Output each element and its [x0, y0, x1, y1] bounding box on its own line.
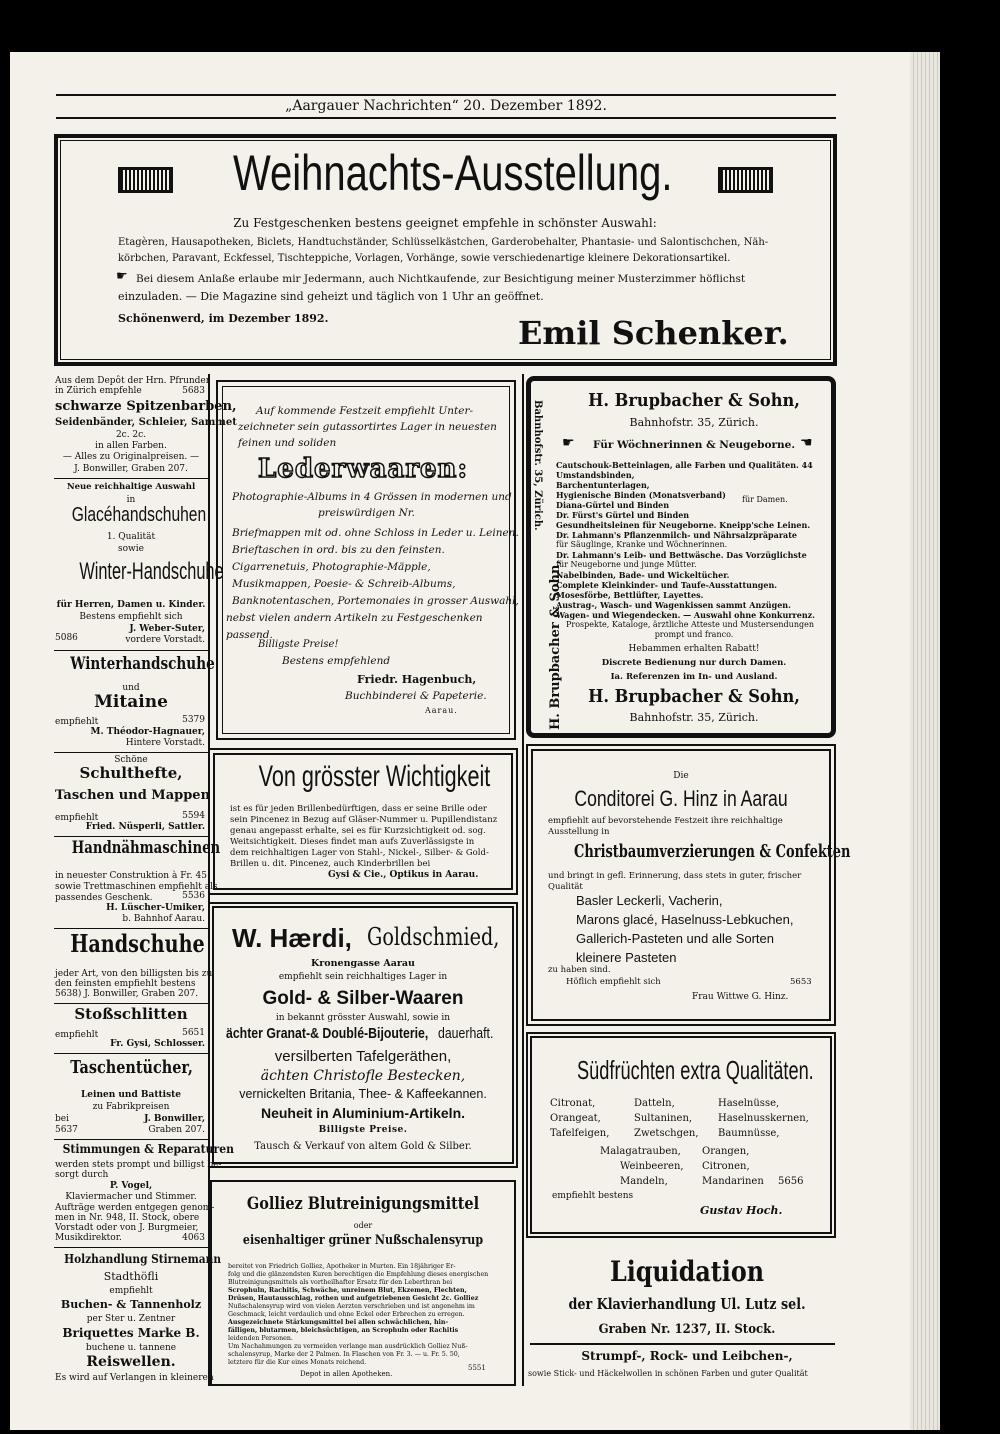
hinz-number: 5653 — [790, 977, 812, 987]
glace-title: Glacéhandschuhen — [71, 504, 207, 526]
holzhandlung-title2: Reiswellen. — [86, 1354, 176, 1370]
taschentuecher-number: 5637 — [55, 1125, 78, 1135]
mitaine-sig2: Hintere Vorstadt. — [125, 738, 205, 748]
hoch-cell: Mandeln, — [620, 1176, 668, 1187]
golliez-line: Nußschalensyrup wird von vielen Aerzten verschrieben und ist angenehm im — [228, 1303, 475, 1310]
glace-head: Neue reichhaltige Auswahl — [66, 482, 196, 492]
handschuhe-sig: 5638) J. Bonwiller, Graben 207. — [55, 989, 199, 999]
rule — [54, 1053, 208, 1054]
rule — [54, 478, 208, 479]
hagenbuch-price: Billigste Preise! — [258, 639, 339, 650]
page-edge — [910, 52, 940, 1430]
hoch-cell: Orangeat, — [550, 1113, 601, 1124]
hagenbuch-item: Briefmappen mit od. ohne Schloss in Leder u. Leinen. — [232, 527, 519, 539]
stimmungen-title: Stimmungen & Reparaturen — [62, 1142, 234, 1156]
winter-title: Winter-Handschuhe — [79, 558, 224, 585]
haerdi-title2: Goldschmied, — [367, 923, 500, 951]
golliez-line: Um Nachahmungen zu vermeiden verlange man ausdrücklich Golliez Nuß- — [228, 1343, 468, 1350]
pfrunder-line2: in Zürich empfehle — [55, 386, 142, 396]
haerdi-l7: Neuheit in Aluminium-Artikeln. — [260, 1105, 466, 1121]
schulhefte-number: 5594 — [182, 811, 205, 821]
stimmungen-l3: Aufträge werden entgegen genom- — [55, 1203, 215, 1213]
golliez-line: bereitet von Friedrich Golliez, Apotheker in Murten. Ein 18jähriger Er- — [228, 1263, 456, 1270]
hoch-cell: Datteln, — [634, 1098, 675, 1109]
pfrunder-line1: Aus dem Depôt der Hrn. Pfrunder — [55, 376, 211, 386]
golliez-title2: eisenhaltiger grüner Nußschalensyrup — [242, 1233, 484, 1248]
stimmungen-number: 4063 — [182, 1233, 205, 1243]
stimmungen-l6: Musikdirektor. — [55, 1233, 122, 1243]
hagenbuch-sig2: Buchbinderei & Papeterie. — [345, 690, 487, 702]
naehmaschinen-l2: sowie Trettmaschinen empfiehlt als — [55, 882, 218, 892]
stimmungen-l2: sorgt durch — [55, 1170, 109, 1180]
holzhandlung-l4: Briquettes Marke B. — [62, 1326, 200, 1340]
golliez-depot: Depot in allen Apotheken. — [300, 1370, 393, 1378]
holzhandlung-title: Holzhandlung Stirnemann — [64, 1252, 222, 1266]
taschentuecher-l1: Leinen und Battiste — [80, 1090, 182, 1100]
hinz-item: Basler Leckerli, Vacherin, — [576, 893, 723, 908]
naehmaschinen-l3: passendes Geschenk. — [55, 893, 153, 903]
golliez-line: leidenden Personen. — [228, 1335, 293, 1342]
haerdi-l8: Billigste Preise. — [318, 1125, 408, 1135]
brupbacher-title: H. Brupbacher & Sohn, — [588, 390, 800, 411]
brupbacher-side-addr: Bahnhofstr. 35, Zürich. — [532, 400, 543, 531]
pfrunder-title: schwarze Spitzenbarben, — [55, 399, 237, 414]
rule — [54, 752, 208, 753]
stimmungen-l5: Vorstadt oder von J. Burgmeier, — [55, 1223, 199, 1233]
haerdi-l3b: dauerhaft. — [438, 1025, 494, 1042]
mitaine-sig1: M. Théodor-Hagnauer, — [90, 727, 205, 737]
brupbacher-item: Diana-Gürtel und Binden — [556, 500, 670, 510]
brupbacher-addr: Bahnhofstr. 35, Zürich. — [629, 416, 759, 429]
golliez-line: letztere für die Kur eines Monats reichend. — [228, 1359, 367, 1366]
hagenbuch-item: Banknotentaschen, Portemonaies in grosser Auswahl, — [232, 595, 519, 607]
hinz-l2: Ausstellung in — [548, 827, 610, 837]
brupbacher-item: Nabelbinden, Bade- und Wickeltücher. — [556, 570, 730, 580]
gysi-l1: ist es für jeden Brillenbedürftigen, dass er seine Brille oder — [230, 804, 487, 814]
taschentuecher-l2: zu Fabrikpreisen — [92, 1102, 170, 1112]
weihnachts-signature: Emil Schenker. — [518, 314, 789, 352]
haerdi-l4: versilberten Tafelgeräthen, — [274, 1048, 452, 1065]
hoch-cell: Baumnüsse, — [718, 1128, 780, 1139]
gysi-l6: Brillen u. dit. Pincenez, auch Kinderbrillen bei — [230, 859, 431, 869]
liquidation-l1: der Klavierhandlung Ul. Lutz sel. — [568, 1295, 806, 1313]
rule — [54, 1247, 208, 1248]
haerdi-l6: vernickelten Britania, Thee- & Kaffeekannen. — [239, 1087, 487, 1101]
brupbacher-item: Dr. Lahmann's Leib- und Bettwäsche. Das Vorzüglichste — [556, 550, 807, 560]
naehmaschinen-l1: in neuester Construktion à Fr. 45 — [55, 871, 207, 881]
hagenbuch-item: Cigarrenetuis, Photographie-Mäpple, — [232, 561, 431, 573]
schulhefte-title: Schulthefte, — [79, 764, 183, 782]
brupbacher-item: Gesundheitsleinen für Neugeborne. Kneipp'sche Leinen. — [556, 520, 811, 530]
naehmaschinen-title: Handnähmaschinen — [71, 838, 221, 858]
liquidation-l2: Graben Nr. 1237, II. Stock. — [598, 1322, 776, 1337]
hagenbuch-item: nebst vielen andern Artikeln zu Festgeschenken — [226, 612, 483, 624]
naehmaschinen-sig1: H. Lüscher-Umiker, — [106, 903, 205, 913]
haerdi-l1: empfiehlt sein reichhaltiges Lager in — [278, 972, 448, 982]
gysi-l3: genau angepasst erhalte, sei es für Kurzsichtigkeit od. sog. — [230, 826, 486, 836]
schulhefte-head: Schöne — [114, 755, 148, 765]
weihnachts-place-date: Schönenwerd, im Dezember 1892. — [118, 312, 329, 325]
brupbacher-item: Hygienische Binden (Monatsverband) — [556, 490, 726, 500]
golliez-line: Blutreinigungsmittels als vortheilhafter Ersatz für den Leberthran bei — [228, 1279, 453, 1286]
brupbacher-fuer: Für Wöchnerinnen & Neugeborne. — [592, 439, 796, 451]
golliez-line: Ausgezeichnete Stärkungsmittel bei allen schwächlichen, hin- — [228, 1319, 449, 1326]
winter-sig1: J. Weber-Suter, — [129, 624, 205, 634]
golliez-line: schalensyrup, Marke der 2 Palmen. In Flaschen von Fr. 3. — u. Fr. 5. 50, — [228, 1351, 460, 1358]
rule — [54, 1139, 208, 1140]
brupbacher-item: Umstandsbinden, — [556, 470, 635, 480]
brupbacher-item: Mosesförbe, Bettlüfter, Layettes. — [556, 590, 704, 600]
golliez-oder: oder — [353, 1221, 373, 1230]
hinz-sig: Frau Wittwe G. Hinz. — [692, 992, 789, 1002]
hinz-die: Die — [673, 771, 689, 781]
pfrunder-sig: J. Bonwiller, Graben 207. — [74, 464, 188, 474]
weihnachts-line5: einzuladen. — Die Magazine sind geheizt und täglich von 1 Uhr an geöffnet. — [118, 290, 544, 303]
pfrunder-number: 5683 — [182, 386, 205, 396]
hinz-item: Marons glacé, Haselnuss-Lebkuchen, — [576, 912, 794, 927]
brupbacher-ref: Ia. Referenzen im In- und Ausland. — [610, 672, 778, 682]
pfrunder-sub: Seidenbänder, Schleier, Sammet — [55, 417, 237, 428]
handschuhe-l1: jeder Art, von den billigsten bis zu — [55, 969, 213, 979]
rule — [54, 836, 208, 837]
stossschlitten-emp: empfiehlt — [55, 1030, 99, 1040]
hinz-item: kleinere Pasteten — [576, 950, 677, 965]
stimmungen-l4: men in Nr. 948, II. Stock, obere — [55, 1213, 200, 1223]
stossschlitten-title: Stoßschlitten — [74, 1005, 188, 1023]
golliez-line: Drüsen, Hautausschlag, rothen und aufgetriebenen Gesicht 2c. Golliez — [228, 1295, 479, 1302]
glace-in: in — [126, 495, 136, 505]
hinz-l4: Qualität — [548, 882, 583, 892]
brupbacher-item: prompt und franco. — [654, 630, 734, 639]
hagenbuch-item: Photographie-Albums in 4 Grössen in modernen und — [232, 491, 512, 503]
hagenbuch-item: preiswürdigen Nr. — [318, 507, 415, 519]
brupbacher-item: für Neugeborne und junge Mütter. — [556, 560, 697, 569]
brupbacher-disc: Discrete Bedienung nur durch Damen. — [601, 658, 787, 668]
column-rule-middle — [522, 374, 524, 1386]
glace-b1: 1. Qualität — [106, 532, 156, 542]
hoch-cell: Citronat, — [550, 1098, 596, 1109]
weihnachts-line1: Zu Festgeschenken bestens geeignet empfehle in schönster Auswahl: — [233, 216, 657, 230]
taschentuecher-sig2: Graben 207. — [148, 1125, 205, 1135]
hagenbuch-close: Bestens empfehlend — [282, 655, 391, 667]
pfrunder-c2: in allen Farben. — [95, 441, 167, 451]
pfrunder-c1: 2c. 2c. — [115, 430, 147, 440]
hoch-sig: Gustav Hoch. — [700, 1204, 783, 1217]
pointing-hand-icon: ☛ — [116, 269, 128, 284]
haerdi-l9: Tausch & Verkauf von altem Gold & Silber. — [254, 1141, 472, 1152]
mitaine-title: Winterhandschuhe — [70, 654, 215, 674]
taschentuecher-bei: bei — [55, 1114, 69, 1124]
pointing-hand-icon: ☛ — [562, 435, 575, 451]
gysi-l2: sein Pincenez in Bezug auf Gläser-Nummer u. Pupillendistanz — [230, 815, 498, 825]
holzhandlung-l5: buchene u. tannene — [85, 1343, 177, 1353]
hoch-cell: Haselnüsse, — [718, 1098, 780, 1109]
golliez-line: folg und die glänzendsten Kuren berechtigen die Empfehlung dieses energischen — [228, 1271, 489, 1278]
gysi-title: Von grösster Wichtigkeit — [258, 760, 491, 793]
mitaine-und: und — [122, 683, 140, 693]
hinz-l1: empfiehlt auf bevorstehende Festzeit ihre reichhaltige — [548, 816, 783, 826]
golliez-number: 5551 — [468, 1364, 486, 1372]
brupbacher-item: Cautschouk-Betteinlagen, alle Farben und Qualitäten. 44 — [556, 460, 813, 470]
liquidation-l3: Strumpf-, Rock- und Leibchen-, — [581, 1349, 793, 1363]
haerdi-title: W. Hærdi, — [232, 923, 352, 953]
naehmaschinen-sig2: b. Bahnhof Aarau. — [122, 914, 205, 924]
ornament-right — [718, 167, 773, 193]
liquidation-title: Liquidation — [609, 1255, 765, 1288]
winter-c1: für Herren, Damen u. Kinder. — [56, 600, 206, 610]
hinz-l5: zu haben sind. — [548, 965, 611, 975]
weihnachts-line3: körbchen, Paravant, Eckfessel, Tischteppiche, Vorlagen, Vorhänge, sowie verschiedenartige kleinere Dekorationsartikel. — [118, 253, 731, 264]
haerdi-l5: ächten Christofle Bestecken, — [260, 1068, 466, 1084]
hagenbuch-l2: zeichneter sein gutassortirtes Lager in neuesten — [238, 421, 497, 433]
stossschlitten-sig: Fr. Gysi, Schlosser. — [110, 1039, 205, 1049]
haerdi-sub: Kronengasse Aarau — [311, 958, 415, 969]
stimmungen-sig2: Klaviermacher und Stimmer. — [65, 1192, 197, 1202]
hoch-cell: Sultaninen, — [634, 1113, 693, 1124]
glace-b2: sowie — [118, 544, 144, 554]
brupbacher-side-name2: H. Brupbacher & Sohn, — [548, 560, 563, 730]
pfrunder-c3: — Alles zu Originalpreisen. — — [62, 452, 200, 462]
brupbacher-item: Austrag-, Wasch- und Wagenkissen sammt Anzügen. — [556, 600, 791, 610]
hoch-cell: Orangen, — [702, 1146, 750, 1157]
brupbacher-addr-bottom: Bahnhofstr. 35, Zürich. — [629, 711, 759, 724]
haerdi-head: Gold- & Silber-Waaren — [262, 988, 464, 1009]
hoch-cell: Citronen, — [702, 1161, 750, 1172]
hoch-emp: empfiehlt bestens — [552, 1191, 634, 1201]
rule — [530, 1343, 835, 1345]
hinz-l3: und bringt in gefl. Erinnerung, dass stets in guter, frischer — [548, 871, 802, 881]
hoch-cell: Zwetschgen, — [634, 1128, 699, 1139]
hagenbuch-sig: Friedr. Hagenbuch, — [357, 673, 477, 686]
hagenbuch-l3: feinen und soliden — [238, 437, 337, 449]
hoch-number: 5656 — [778, 1176, 804, 1187]
hoch-title: Südfrüchten extra Qualitäten. — [577, 1055, 814, 1085]
hoch-cell: Mandarinen — [702, 1176, 764, 1187]
stimmungen-l1: werden stets prompt und billigst be- — [55, 1160, 222, 1170]
stossschlitten-number: 5651 — [182, 1028, 205, 1038]
weihnachts-line2: Etagèren, Hausapotheken, Biclets, Handtuchständer, Schlüsselkästchen, Garderobehalter, Phantasie- und Salontischchen, Näh- — [118, 237, 769, 248]
handschuhe-l2: den feinsten empfiehlt bestens — [55, 979, 196, 989]
winter-c2: Bestens empfiehlt sich — [79, 612, 183, 622]
taschentuecher-title: Taschentücher, — [70, 1057, 193, 1078]
pointing-hand-icon: ☚ — [800, 435, 813, 451]
hagenbuch-title: Lederwaaren: — [258, 454, 469, 484]
ornament-left — [118, 167, 173, 193]
rule — [54, 650, 208, 651]
hagenbuch-l1: Auf kommende Festzeit empfiehlt Unter- — [256, 405, 474, 417]
brupbacher-heb: Hebammen erhalten Rabatt! — [628, 644, 760, 654]
hagenbuch-item: passend. — [226, 629, 273, 641]
holzhandlung-last: Es wird auf Verlangen in kleineren — [55, 1373, 214, 1383]
hagenbuch-item: Brieftaschen in ord. bis zu den feinsten. — [232, 544, 445, 556]
golliez-line: fälligen, blutarmen, bleichsüchtigen, an Scrophuln oder Rachitis — [228, 1327, 459, 1334]
handschuhe-title: Handschuhe — [70, 929, 205, 958]
hoch-cell: Weinbeeren, — [620, 1161, 684, 1172]
golliez-title: Golliez Blutreinigungsmittel — [246, 1194, 480, 1214]
gysi-sig: Gysi & Cie., Optikus in Aarau. — [328, 870, 479, 880]
schulhefte-emp: empfiehlt — [55, 813, 99, 823]
masthead-title: „Aargauer Nachrichten“ 20. Dezember 1892. — [285, 98, 607, 114]
hagenbuch-place: Aarau. — [425, 706, 458, 715]
brupbacher-item: Dr. Fürst's Gürtel und Binden — [556, 510, 690, 520]
hoch-cell: Tafelfeigen, — [550, 1128, 610, 1139]
mitaine-title2: Mitaine — [94, 692, 168, 712]
hinz-title: Conditorei G. Hinz in Aarau — [574, 786, 788, 811]
holzhandlung-l3: per Ster u. Zentner — [86, 1314, 176, 1324]
holzhandlung-l2: Buchen- & Tannenholz — [60, 1298, 202, 1311]
taschentuecher-sig1: J. Bonwiller, — [144, 1114, 205, 1124]
hinz-head: Christbaumverzierungen & Confekten — [574, 841, 851, 862]
brupbacher-item: Barchentunterlagen, — [556, 480, 650, 490]
golliez-line: Geschmack, leicht verdaulich und ohne Eckel oder Erbrechen zu erregen. — [228, 1311, 465, 1318]
mitaine-number: 5379 — [182, 715, 205, 725]
schulhefte-title2: Taschen und Mappen — [55, 788, 211, 803]
brupbacher-title-bottom: H. Brupbacher & Sohn, — [588, 686, 800, 707]
weihnachts-headline: Weihnachts-Ausstellung. — [233, 145, 673, 201]
brupbacher-item: Dr. Lahmann's Pflanzenmilch- und Nährsalzpräparate — [556, 530, 798, 540]
weihnachts-line4: Bei diesem Anlaße erlaube mir Jedermann, auch Nichtkaufende, zur Besichtigung meiner Musterzimmer höflichst — [136, 273, 746, 285]
winter-number: 5086 — [55, 633, 78, 643]
holzhandlung-sub: Stadthöfli — [103, 1270, 159, 1283]
rule — [54, 1003, 208, 1004]
hoch-cell: Haselnusskernen, — [718, 1113, 809, 1124]
hagenbuch-item: Musikmappen, Poesie- & Schreib-Albums, — [232, 578, 456, 590]
gysi-l5: dem reichhaltigen Lager von Stahl-, Nickel-, Silber- & Gold- — [230, 848, 489, 858]
hoch-cell: Malagatrauben, — [600, 1146, 681, 1157]
haerdi-l2: in bekannt grösster Auswahl, sowie in — [275, 1013, 451, 1023]
masthead-rule-bottom — [56, 117, 836, 119]
naehmaschinen-number: 5536 — [182, 891, 205, 901]
hinz-item: Gallerich-Pasteten und alle Sorten — [576, 931, 775, 946]
golliez-line: Scrophuln, Rachitis, Schwäche, unreinem Blut, Ekzemen, Flechten, — [228, 1287, 467, 1294]
brupbacher-item: Prospekte, Kataloge, ärztliche Atteste und Mustersendungen — [566, 620, 814, 629]
winter-sig2: vordere Vorstadt. — [125, 635, 205, 645]
brupbacher-damen: für Damen. — [742, 495, 788, 504]
masthead-rule-top — [56, 94, 836, 96]
liquidation-l4: sowie Stick- und Häckelwollen in schönen Farben und guter Qualität — [528, 1369, 808, 1378]
brupbacher-item: Complete Kleinkinder- und Taufe-Ausstattungen. — [556, 580, 778, 590]
haerdi-l3a: ächter Granat-& Doublé-Bijouterie, — [226, 1025, 429, 1042]
holzhandlung-l1: empfiehlt — [109, 1286, 153, 1296]
stimmungen-sig1: P. Vogel, — [109, 1181, 153, 1191]
brupbacher-item: für Säuglinge, Kranke und Wöchnerinnen. — [556, 540, 728, 549]
schulhefte-sig: Fried. Nüsperli, Sattler. — [85, 822, 205, 832]
mitaine-emp: empfiehlt — [55, 717, 99, 727]
hinz-l6: Höflich empfiehlt sich — [566, 977, 661, 987]
gysi-l4: Weitsichtigkeit. Dieses findet man aufs Zuverlässigste in — [230, 837, 475, 847]
brupbacher-item: Wagen- und Wiegendecken. — Auswahl ohne Konkurrenz. — [556, 610, 815, 620]
